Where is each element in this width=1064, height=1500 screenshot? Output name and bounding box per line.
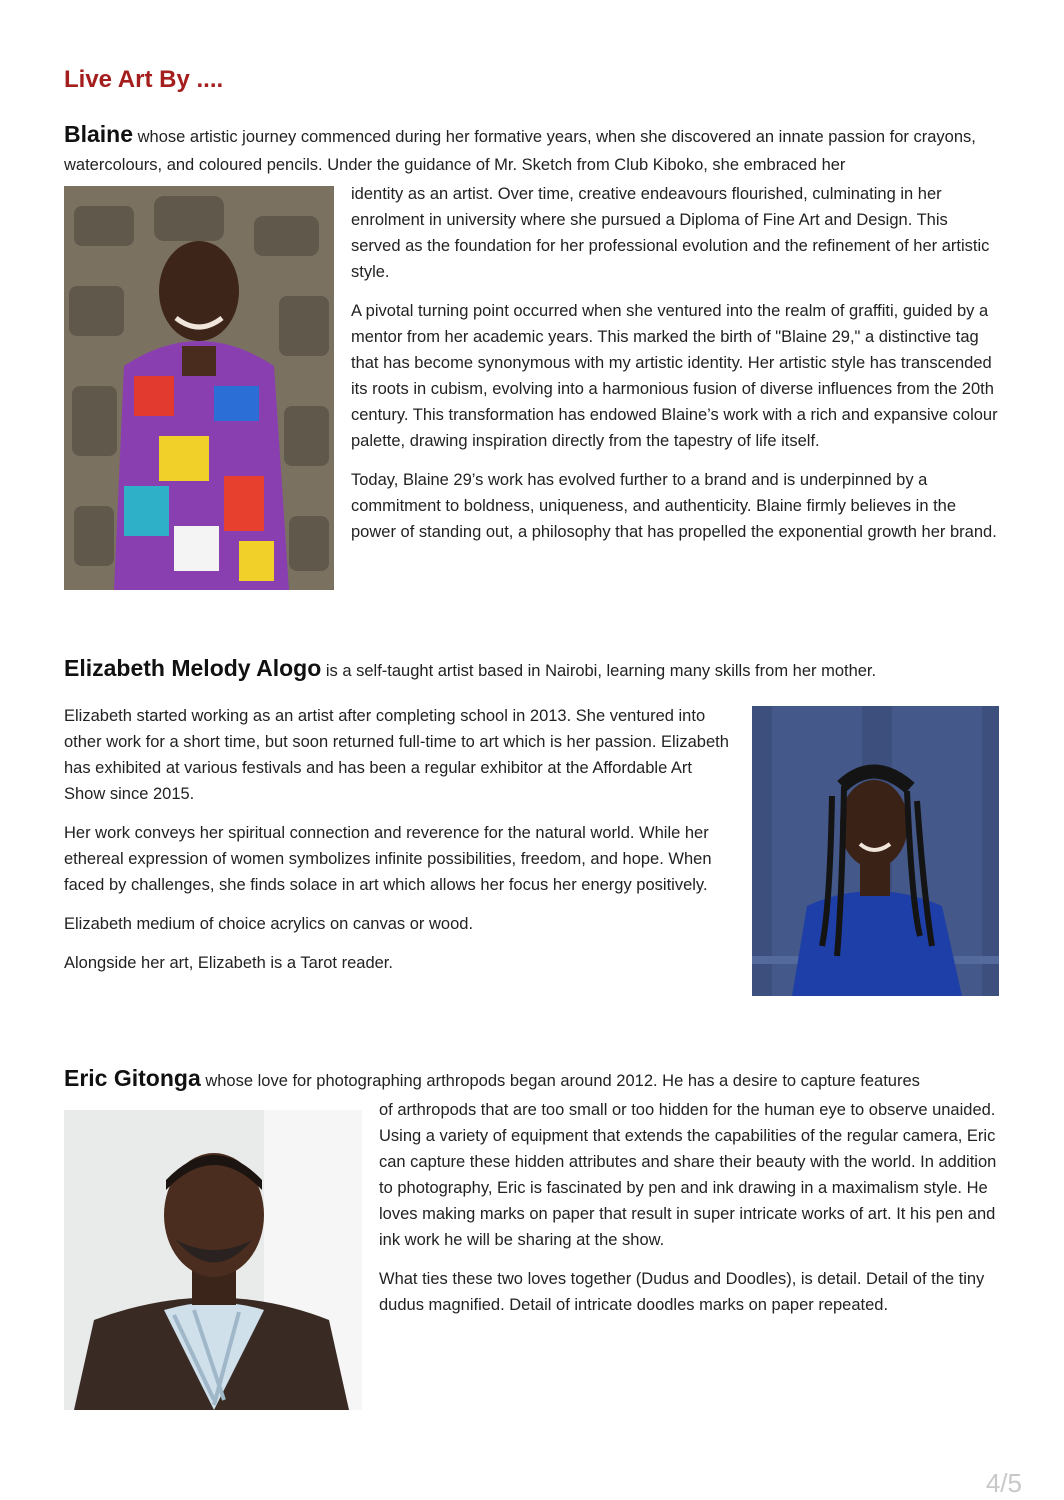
artist-intro [64, 120, 1004, 179]
artist-section-blaine [64, 120, 1004, 179]
bio-paragraph: of arthropods that are too small or too hidden for the human eye to observe unaided. Using a variety of equipment that extends the capabilities of the regular camera, Eric can capture these hidden attributes and share their beauty with the world. In addition to photography, Eric is fascinated by pen and ink drawing in a maximalism style. He loves making marks on paper that result in super intricate works of art. It his pen and ink work he will be sharing at the show. [379, 1101, 997, 1249]
artist-name: Eric Gitonga [64, 1065, 201, 1091]
artist-intro-text: whose artistic journey commenced during her formative years, when she discovered an innate passion for crayons, watercolours, and coloured pencils. Under the guidance of Mr. Sketch from Club Kiboko, she embraced her [64, 128, 976, 174]
bio-paragraph: Elizabeth medium of choice acrylics on canvas or wood. [64, 915, 474, 933]
artist-intro [64, 1064, 1004, 1095]
artist-bio-blaine [351, 181, 1001, 558]
artist-intro-text: is a self-taught artist based in Nairobi, learning many skills from her mother. [321, 662, 877, 680]
artist-bio-elizabeth [64, 703, 736, 989]
artist-section-elizabeth [64, 654, 1004, 685]
bio-paragraph: identity as an artist. Over time, creative endeavours flourished, culminating in her enrolment in university where she pursued a Diploma of Fine Art and Design. This served as the foundation for her professional evolution and the refinement of her artistic style. [351, 185, 990, 281]
artist-section-eric [64, 1064, 1004, 1095]
bio-paragraph: What ties these two loves together (Dudus and Doodles), is detail. Detail of the tiny dudus magnified. Detail of intricate doodles marks on paper repeated. [379, 1270, 985, 1314]
artist-photo-blaine [64, 186, 334, 590]
bio-paragraph: Today, Blaine 29’s work has evolved further to a brand and is underpinned by a commitment to boldness, uniqueness, and authenticity. Blaine firmly believes in the power of standing out, a philosophy that has propelled the exponential growth her brand. [351, 471, 997, 541]
artist-photo-elizabeth [752, 706, 999, 996]
artist-bio-eric [379, 1097, 1004, 1331]
bio-paragraph: Elizabeth started working as an artist after completing school in 2013. She ventured into other work for a short time, but soon returned full-time to art which is her passion. Elizabeth has exhibited at various festivals and has been a regular exhibitor at the Affordable Art Show since 2015. [64, 707, 729, 803]
page-heading: Live Art By .... [64, 66, 224, 93]
bio-paragraph: A pivotal turning point occurred when she ventured into the realm of graffiti, guided by a mentor from her academic years. This marked the birth of "Blaine 29," a distinctive tag that has become synonymous with my artistic identity. Her artistic style has transcended its roots in cubism, evolving into a harmonious fusion of diverse influences from the 20th century. This transformation has endowed Blaine’s work with a rich and expansive colour palette, drawing inspiration directly from the tapestry of life itself. [351, 302, 998, 450]
page-number: 4/5 [985, 1468, 1022, 1498]
artist-name: Elizabeth Melody Alogo [64, 655, 322, 681]
artist-intro-text: whose love for photographing arthropods began around 2012. He has a desire to capture features [200, 1072, 920, 1090]
bio-paragraph: Alongside her art, Elizabeth is a Tarot reader. [64, 954, 393, 972]
artist-intro [64, 654, 1004, 685]
bio-paragraph: Her work conveys her spiritual connection and reverence for the natural world. While her ethereal expression of women symbolizes infinite possibilities, freedom, and hope. When faced by challenges, she finds solace in art which allows her focus her energy positively. [64, 824, 712, 894]
artist-name: Blaine [64, 121, 134, 147]
artist-photo-eric [64, 1110, 362, 1410]
